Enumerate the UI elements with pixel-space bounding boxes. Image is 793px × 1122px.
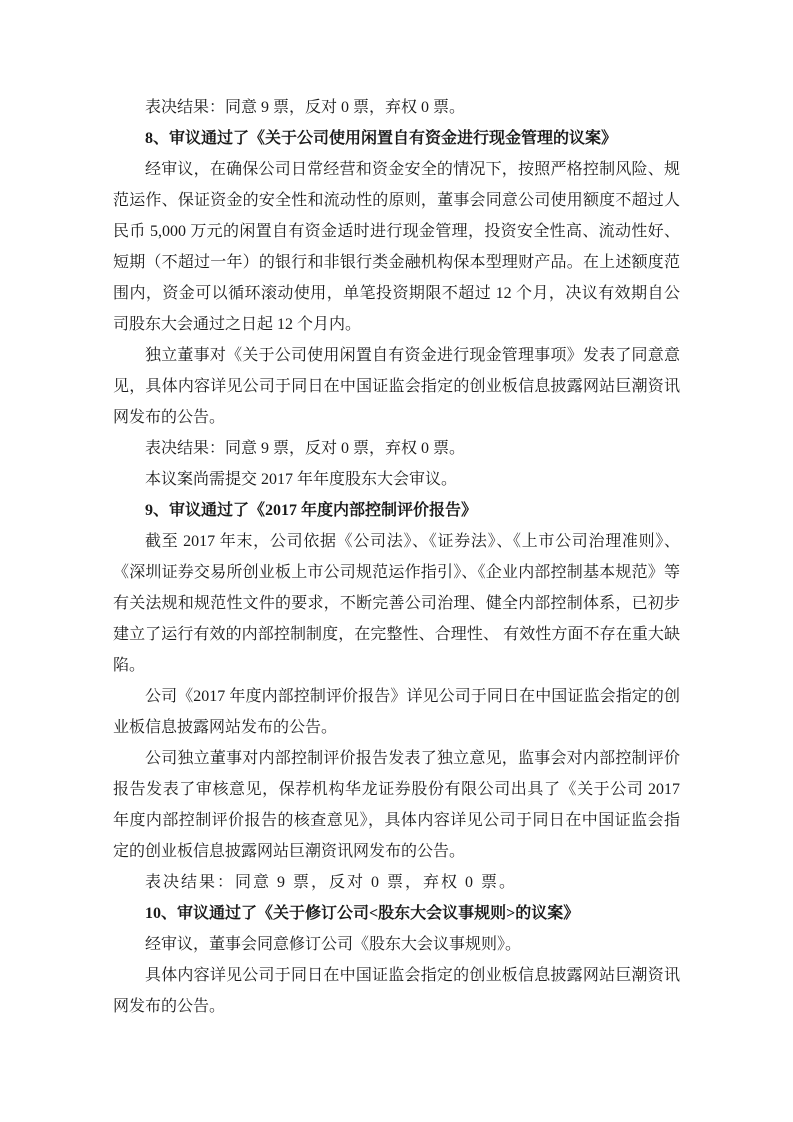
item9-heading: 9、审议通过了《2017 年度内部控制评价报告》 (145, 502, 478, 519)
item10-heading: 10、审议通过了《关于修订公司<股东大会议事规则>的议案》 (145, 905, 580, 922)
item9-opinions-paragraph: 公司独立董事对内部控制评价报告发表了独立意见，监事会对内部控制评价报告发表了审核意见，保荐机构华龙证券股份有限公司出具了《关于公司 2017 年度内部控制评价报告的核查意见》，具体内容详见公司于同日在中国证监会指定的创业板信息披露网站巨潮资讯网发布的公告。 (113, 750, 680, 860)
item10-resolution: 经审议，董事会同意修订公司《股东大会议事规则》。 (145, 936, 522, 953)
item8-heading: 8、审议通过了《关于公司使用闲置自有资金进行现金管理的议案》 (145, 130, 618, 147)
item8-agm-submission-note: 本议案尚需提交 2017 年年度股东大会审议。 (145, 471, 458, 488)
item9-vote-result: 表决结果：同意 9 票，反对 0 票，弃权 0 票。 (145, 874, 518, 891)
vote-result-previous-item: 表决结果：同意 9 票，反对 0 票，弃权 0 票。 (145, 99, 466, 116)
item10-disclosure: 具体内容详见公司于同日在中国证监会指定的创业板信息披露网站巨潮资讯网发布的公告。 (113, 967, 680, 1015)
item9-internal-control-status: 截至 2017 年末，公司依据《公司法》、《证券法》、《上市公司治理准则》、《深圳证券交易所创业板上市公司规范运作指引》、《企业内部控制基本规范》等有关法规和规范性文件的要求，不断完善公司治理、健全内部控制体系，已初步建立了运行有效的内部控制制度，在完整性、合理性、 有效性方面不存在重大缺陷。 (113, 533, 680, 674)
item8-resolution-paragraph: 经审议，在确保公司日常经营和资金安全的情况下，按照严格控制风险、规范运作、保证资金的安全性和流动性的原则，董事会同意公司使用额度不超过人民币 5,000 万元的闲置自有资金适时进行现金管理，投资安全性高、流动性好、短期（不超过一年）的银行和非银行类金融机构保本型理财产品。在上述额度范围内，资金可以循环滚动使用，单笔投资期限不超过 12 个月，决议有效期自公司股东大会通过之日起 12 个月内。 (113, 161, 680, 333)
item8-independent-director-opinion: 独立董事对《关于公司使用闲置自有资金进行现金管理事项》发表了同意意见，具体内容详见公司于同日在中国证监会指定的创业板信息披露网站巨潮资讯网发布的公告。 (113, 347, 680, 426)
item8-vote-result: 表决结果：同意 9 票，反对 0 票，弃权 0 票。 (145, 440, 466, 457)
item9-report-disclosure: 公司《2017 年度内部控制评价报告》详见公司于同日在中国证监会指定的创业板信息披露网站发布的公告。 (113, 688, 680, 736)
